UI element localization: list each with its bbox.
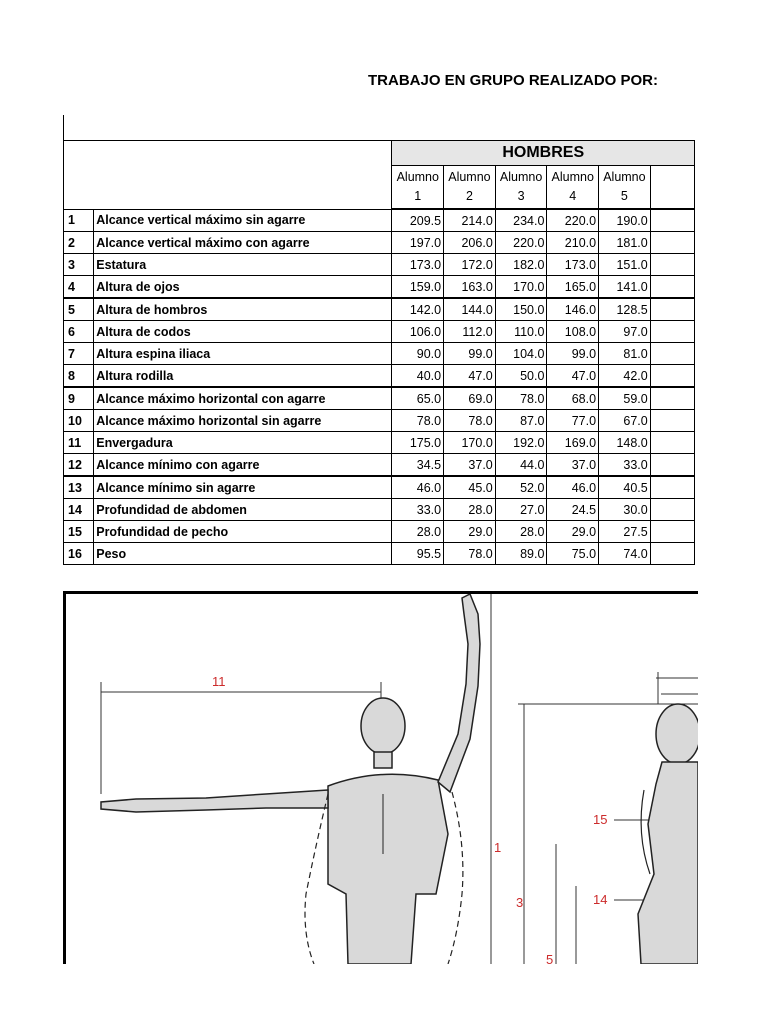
value-cell-alumno-2: 45.0 [444,476,496,499]
measurement-label: Alcance máximo horizontal sin agarre [94,410,392,432]
anthropometric-figure [63,591,698,964]
value-cell-alumno-3: 50.0 [495,365,547,388]
table-row [64,276,695,299]
table-row [64,343,695,365]
value-cell-alumno-5: 67.0 [599,410,651,432]
row-index: 14 [64,499,94,521]
value-cell-cut [650,543,694,565]
value-cell-alumno-2: 37.0 [444,454,496,477]
header-blank-cell [64,141,392,210]
value-cell-alumno-3: 150.0 [495,298,547,321]
value-cell-alumno-4: 146.0 [547,298,599,321]
table-top-rule [63,115,64,141]
side-body-figure [638,704,698,964]
measurement-label: Envergadura [94,432,392,454]
measurement-label: Peso [94,543,392,565]
table-row [64,543,695,565]
value-cell-alumno-1: 159.0 [392,276,444,299]
value-cell-cut [650,209,694,232]
value-cell-alumno-1: 46.0 [392,476,444,499]
value-cell-alumno-3: 28.0 [495,521,547,543]
value-cell-cut [650,476,694,499]
measurement-label: Alcance máximo horizontal con agarre [94,387,392,410]
table-row [64,298,695,321]
measurements-table-wrapper [63,140,695,572]
value-cell-alumno-2: 214.0 [444,209,496,232]
table-row [64,521,695,543]
measurement-label: Altura de codos [94,321,392,343]
row-index: 9 [64,387,94,410]
value-cell-cut [650,454,694,477]
value-cell-cut [650,276,694,299]
value-cell-alumno-1: 209.5 [392,209,444,232]
measurement-label: Altura espina iliaca [94,343,392,365]
row-index: 6 [64,321,94,343]
measurement-label: Altura rodilla [94,365,392,388]
measurement-label: Alcance vertical máximo sin agarre [94,209,392,232]
value-cell-alumno-3: 182.0 [495,254,547,276]
value-cell-alumno-1: 65.0 [392,387,444,410]
row-index: 1 [64,209,94,232]
dashed-left-arm [305,794,328,964]
value-cell-alumno-2: 144.0 [444,298,496,321]
label-14: 14 [593,892,608,907]
measurement-label: Profundidad de abdomen [94,499,392,521]
value-cell-cut [650,432,694,454]
value-cell-alumno-5: 59.0 [599,387,651,410]
value-cell-alumno-1: 90.0 [392,343,444,365]
value-cell-alumno-2: 78.0 [444,410,496,432]
value-cell-alumno-5: 33.0 [599,454,651,477]
value-cell-alumno-2: 28.0 [444,499,496,521]
student-header-cut [650,166,694,210]
table-row [64,321,695,343]
value-cell-cut [650,410,694,432]
table-row [64,209,695,232]
value-cell-alumno-5: 81.0 [599,343,651,365]
value-cell-alumno-4: 29.0 [547,521,599,543]
value-cell-alumno-5: 74.0 [599,543,651,565]
value-cell-alumno-2: 206.0 [444,232,496,254]
value-cell-cut [650,365,694,388]
value-cell-alumno-5: 40.5 [599,476,651,499]
value-cell-alumno-5: 181.0 [599,232,651,254]
row-index: 16 [64,543,94,565]
value-cell-cut [650,499,694,521]
value-cell-cut [650,254,694,276]
value-cell-cut [650,521,694,543]
value-cell-alumno-4: 210.0 [547,232,599,254]
value-cell-alumno-2: 172.0 [444,254,496,276]
row-index: 15 [64,521,94,543]
measurement-label: Alcance mínimo con agarre [94,454,392,477]
student-header-5: Alumno 5 [599,166,651,210]
label-15: 15 [593,812,608,827]
student-header-3: Alumno 3 [495,166,547,210]
label-5: 5 [546,952,554,964]
value-cell-alumno-4: 77.0 [547,410,599,432]
value-cell-alumno-1: 142.0 [392,298,444,321]
value-cell-alumno-5: 27.5 [599,521,651,543]
value-cell-alumno-3: 27.0 [495,499,547,521]
value-cell-alumno-4: 108.0 [547,321,599,343]
value-cell-alumno-3: 192.0 [495,432,547,454]
value-cell-alumno-2: 99.0 [444,343,496,365]
value-cell-alumno-3: 110.0 [495,321,547,343]
value-cell-alumno-2: 170.0 [444,432,496,454]
value-cell-alumno-3: 87.0 [495,410,547,432]
table-row [64,365,695,388]
row-index: 11 [64,432,94,454]
value-cell-alumno-4: 24.5 [547,499,599,521]
value-cell-alumno-2: 78.0 [444,543,496,565]
value-cell-alumno-5: 128.5 [599,298,651,321]
table-group-header-row [64,141,695,166]
label-11: 11 [212,674,226,689]
value-cell-cut [650,298,694,321]
value-cell-alumno-5: 42.0 [599,365,651,388]
value-cell-alumno-1: 175.0 [392,432,444,454]
value-cell-alumno-1: 95.5 [392,543,444,565]
value-cell-cut [650,387,694,410]
measurement-label: Alcance vertical máximo con agarre [94,232,392,254]
value-cell-alumno-5: 190.0 [599,209,651,232]
value-cell-alumno-1: 106.0 [392,321,444,343]
measurement-label: Estatura [94,254,392,276]
table-row [64,254,695,276]
value-cell-alumno-3: 104.0 [495,343,547,365]
value-cell-cut [650,343,694,365]
table-row [64,410,695,432]
value-cell-alumno-4: 169.0 [547,432,599,454]
value-cell-alumno-3: 44.0 [495,454,547,477]
value-cell-alumno-3: 170.0 [495,276,547,299]
measurements-table [63,140,695,565]
table-row [64,499,695,521]
value-cell-alumno-1: 34.5 [392,454,444,477]
value-cell-alumno-4: 173.0 [547,254,599,276]
value-cell-alumno-2: 69.0 [444,387,496,410]
label-3: 3 [516,895,524,910]
row-index: 7 [64,343,94,365]
row-index: 8 [64,365,94,388]
value-cell-alumno-5: 151.0 [599,254,651,276]
measurement-label: Profundidad de pecho [94,521,392,543]
value-cell-alumno-1: 78.0 [392,410,444,432]
dashed-right-arm [448,792,463,964]
row-index: 5 [64,298,94,321]
value-cell-alumno-1: 173.0 [392,254,444,276]
value-cell-alumno-5: 30.0 [599,499,651,521]
value-cell-alumno-4: 99.0 [547,343,599,365]
value-cell-cut [650,232,694,254]
value-cell-alumno-4: 47.0 [547,365,599,388]
value-cell-alumno-3: 220.0 [495,232,547,254]
value-cell-alumno-3: 234.0 [495,209,547,232]
value-cell-alumno-4: 220.0 [547,209,599,232]
table-row [64,476,695,499]
value-cell-alumno-4: 68.0 [547,387,599,410]
measurement-label: Alcance mínimo sin agarre [94,476,392,499]
front-body-figure [101,594,480,964]
value-cell-alumno-4: 75.0 [547,543,599,565]
value-cell-alumno-2: 163.0 [444,276,496,299]
label-1: 1 [494,840,502,855]
value-cell-alumno-3: 78.0 [495,387,547,410]
value-cell-alumno-1: 40.0 [392,365,444,388]
value-cell-alumno-2: 29.0 [444,521,496,543]
value-cell-alumno-5: 148.0 [599,432,651,454]
row-index: 12 [64,454,94,477]
student-header-4: Alumno 4 [547,166,599,210]
student-header-2: Alumno 2 [444,166,496,210]
group-header-hombres: HOMBRES [392,141,695,166]
measurement-label: Altura de ojos [94,276,392,299]
value-cell-alumno-4: 165.0 [547,276,599,299]
value-cell-alumno-4: 37.0 [547,454,599,477]
table-row [64,387,695,410]
table-row [64,432,695,454]
row-index: 3 [64,254,94,276]
row-index: 2 [64,232,94,254]
value-cell-alumno-5: 141.0 [599,276,651,299]
table-row [64,232,695,254]
value-cell-cut [650,321,694,343]
value-cell-alumno-4: 46.0 [547,476,599,499]
value-cell-alumno-1: 28.0 [392,521,444,543]
table-row [64,454,695,477]
value-cell-alumno-1: 197.0 [392,232,444,254]
value-cell-alumno-1: 33.0 [392,499,444,521]
value-cell-alumno-3: 89.0 [495,543,547,565]
value-cell-alumno-2: 47.0 [444,365,496,388]
body-diagram [66,594,698,964]
value-cell-alumno-3: 52.0 [495,476,547,499]
value-cell-alumno-5: 97.0 [599,321,651,343]
row-index: 10 [64,410,94,432]
document-title: TRABAJO EN GRUPO REALIZADO POR: [368,72,659,89]
value-cell-alumno-2: 112.0 [444,321,496,343]
measurement-label: Altura de hombros [94,298,392,321]
student-header-1: Alumno 1 [392,166,444,210]
row-index: 13 [64,476,94,499]
row-index: 4 [64,276,94,299]
